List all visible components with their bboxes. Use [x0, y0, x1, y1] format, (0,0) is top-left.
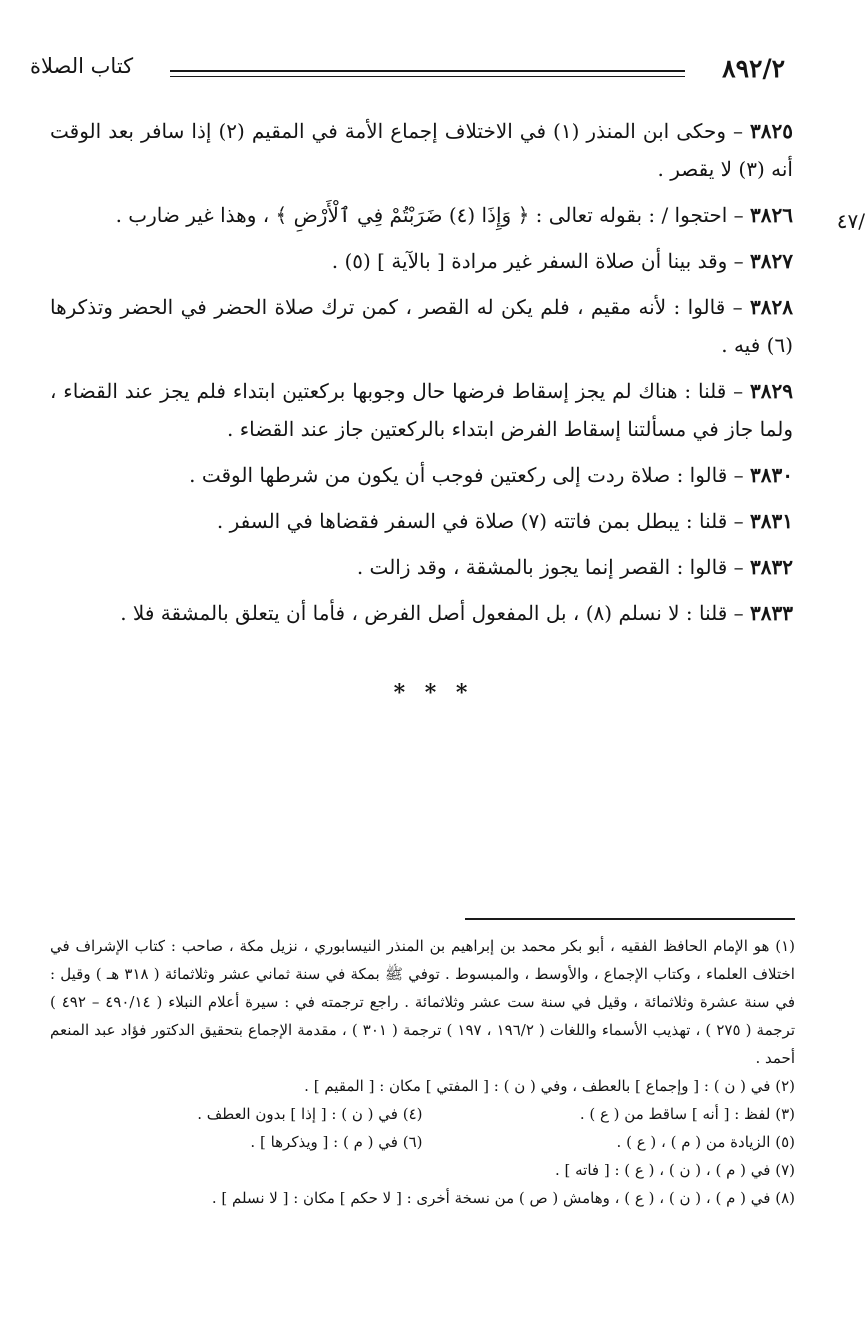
- paragraph-number: ٣٨٣١: [750, 509, 793, 533]
- footnote: (٢) في ( ن ) : [ وإجماع ] بالعطف ، وفي ( ن ) : [ المفتي ] مكان : [ المقيم ] .: [304, 1077, 795, 1095]
- paragraph-number: ٣٨٢٧: [750, 249, 793, 273]
- footnote-row: [50, 1100, 795, 1128]
- paragraph-text: – قالوا : لأنه مقيم ، فلم يكن له القصر ، كمن ترك صلاة الحضر في الحضر وتذكرها (٦) فيه .: [50, 295, 793, 357]
- footnote: (٥) الزيادة من ( م ) ، ( ع ) .: [616, 1133, 795, 1151]
- section-separator: * * *: [393, 680, 474, 706]
- paragraph-text: – قلنا : لا نسلم (٨) ، بل المفعول أصل الفرض ، فأما أن يتعلق بالمشقة فلا .: [120, 601, 744, 625]
- paragraph-text: – احتجوا / : بقوله تعالى : ﴿ وَإِذَا (٤) ضَرَبْتُمْ فِي ٱلْأَرْضِ ﴾ ، وهذا غير ضارب .: [115, 203, 744, 227]
- paragraph-text: – قالوا : صلاة ردت إلى ركعتين فوجب أن يكون من شرطها الوقت .: [189, 463, 744, 487]
- paragraph-text: – قلنا : يبطل بمن فاتته (٧) صلاة في السفر فقضاها في السفر .: [216, 509, 744, 533]
- paragraph: [50, 594, 793, 632]
- footnote: (٤) في ( ن ) : [ إذا ] بدون العطف .: [197, 1105, 423, 1123]
- paragraph: [50, 372, 793, 448]
- header-rule: [170, 70, 685, 77]
- paragraph-text: – وقد بينا أن صلاة السفر غير مرادة [ بالآية ] (٥) .: [331, 249, 744, 273]
- footnote-rule: [465, 918, 795, 920]
- footnote-row: [50, 1128, 795, 1156]
- paragraph-number: ٣٨٣٢: [750, 555, 793, 579]
- footnote: (٦) في ( م ) : [ ويذكرها ] .: [250, 1133, 423, 1151]
- running-title: كتاب الصلاة: [30, 54, 134, 78]
- footnote: (٣) لفظ : [ أنه ] ساقط من ( ع ) .: [579, 1105, 795, 1123]
- page-number: ٨٩٢/٢: [722, 54, 785, 83]
- paragraph: [50, 112, 793, 188]
- paragraph: [50, 548, 793, 586]
- paragraph-number: ٣٨٣٠: [750, 463, 793, 487]
- main-text: [50, 112, 793, 640]
- paragraph: [50, 288, 793, 364]
- paragraph-number: ٣٨٢٦: [750, 203, 793, 227]
- paragraph-text: – وحكى ابن المنذر (١) في الاختلاف إجماع الأمة في المقيم (٢) إذا سافر بعد الوقت أنه (٣) لا يقصر .: [50, 119, 793, 181]
- paragraph-number: ٣٨٢٥: [750, 119, 793, 143]
- footnote: (١) هو الإمام الحافظ الفقيه ، أبو بكر محمد بن إبراهيم بن المنذر النيسابوري ، نزيل مكة ، صاحب : كتاب الإشراف في اختلاف العلماء ، وكتاب الإجماع ، والأوسط ، والمبسوط . توفي ﷺ بمكة في سنة ثماني عشر وثلاثمائة ( ٣١٨ هـ ) وقيل : في سنة عشرة وثلاثمائة ، وقيل في سنة ست عشر وثلاثمائة . راجع ترجمته في : سيرة أعلام النبلاء ( ٤٩٠/١٤ – ٤٩٢ ) ترجمة ( ٢٧٥ ) ، تهذيب الأسماء واللغات ( ١٩٦/٢ ، ١٩٧ ) ترجمة ( ٣٠١ ) ، مقدمة الإجماع بتحقيق الدكتور فؤاد عبد المنعم أحمد .: [50, 937, 795, 1067]
- paragraph-number: ٣٨٢٨: [750, 295, 794, 319]
- paragraph: [50, 502, 793, 540]
- paragraph: [50, 456, 793, 494]
- paragraph-text: – قالوا : القصر إنما يجوز بالمشقة ، وقد زالت .: [356, 555, 744, 579]
- paragraph: [50, 242, 793, 280]
- margin-folio-note: ٤٧/: [836, 209, 865, 233]
- footnote: (٧) في ( م ) ، ( ن ) ، ( ع ) : [ فاته ] .: [554, 1161, 795, 1179]
- paragraph-number: ٣٨٢٩: [750, 379, 793, 403]
- paragraph-text: – قلنا : هناك لم يجز إسقاط فرضها حال وجوبها بركعتين ابتداء فلم يجز عند القضاء ، ولما جاز في مسألتنا إسقاط الفرض ابتداء بالركعتين جاز عند القضاء .: [50, 379, 793, 441]
- page-header: [30, 54, 785, 94]
- paragraph: [50, 196, 793, 234]
- footnotes: [50, 932, 795, 1212]
- paragraph-number: ٣٨٣٣: [750, 601, 793, 625]
- footnote: (٨) في ( م ) ، ( ن ) ، ( ع ) ، وهامش ( ص ) من نسخة أخرى : [ لا حكم ] مكان : [ لا نسلم ] .: [211, 1189, 795, 1207]
